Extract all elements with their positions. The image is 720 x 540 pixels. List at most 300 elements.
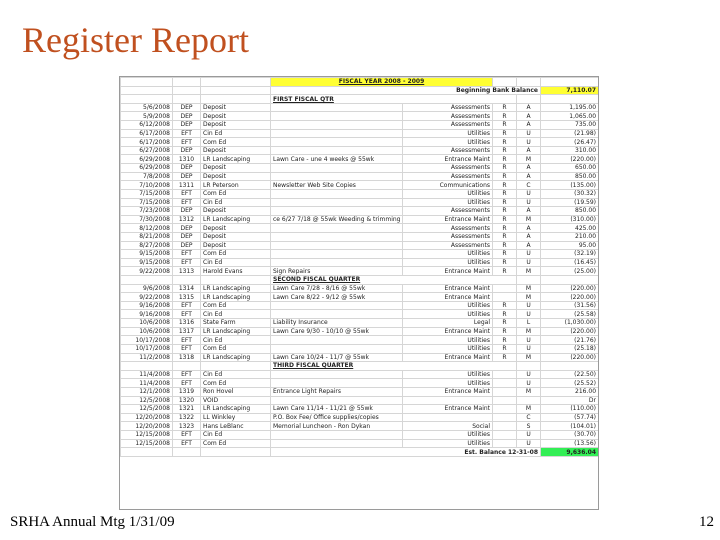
register-row: [121, 103, 599, 112]
register-row: [121, 344, 599, 353]
cell-type: EFT: [173, 258, 201, 267]
register-row: [121, 319, 599, 328]
empty-cell: [517, 95, 541, 104]
cell-cat: Entrance Maint: [403, 267, 493, 276]
cell-cat: Entrance Maint: [403, 327, 493, 336]
cell-cat: Assessments: [403, 121, 493, 130]
cell-payee: LL Winkley: [201, 413, 271, 422]
register-row: [121, 181, 599, 190]
cell-payee: Cin Ed: [201, 370, 271, 379]
cell-r: [493, 405, 517, 414]
cell-code: M: [517, 293, 541, 302]
cell-memo: Lawn Care 10/24 - 11/7 @ 55wk: [271, 353, 403, 362]
cell-payee: Cin Ed: [201, 129, 271, 138]
cell-code: A: [517, 207, 541, 216]
cell-memo: [271, 129, 403, 138]
cell-date: 12/20/2008: [121, 422, 173, 431]
cell-date: 9/6/2008: [121, 284, 173, 293]
cell-payee: Cin Ed: [201, 336, 271, 345]
cell-type: EFT: [173, 439, 201, 448]
cell-date: 9/22/2008: [121, 293, 173, 302]
cell-r: R: [493, 327, 517, 336]
cell-amt: 210.00: [541, 232, 599, 241]
cell-cat: Legal: [403, 319, 493, 328]
cell-cat: Assessments: [403, 146, 493, 155]
cell-amt: (21.76): [541, 336, 599, 345]
cell-payee: Deposit: [201, 112, 271, 121]
cell-memo: [271, 301, 403, 310]
cell-code: U: [517, 310, 541, 319]
register-row: [121, 430, 599, 439]
cell-memo: [271, 258, 403, 267]
cell-memo: [271, 430, 403, 439]
cell-r: R: [493, 241, 517, 250]
cell-type: EFT: [173, 370, 201, 379]
cell-payee: Deposit: [201, 172, 271, 181]
cell-payee: LR Landscaping: [201, 327, 271, 336]
cell-amt: (220.00): [541, 353, 599, 362]
cell-r: R: [493, 181, 517, 190]
register-row: [121, 284, 599, 293]
cell-memo: Lawn Care 7/28 - 8/16 @ 55wk: [271, 284, 403, 293]
cell-code: U: [517, 430, 541, 439]
register-body: [121, 78, 599, 457]
cell-payee: Com Ed: [201, 250, 271, 259]
empty-cell: [121, 448, 173, 457]
register-row: [121, 241, 599, 250]
cell-amt: 850.00: [541, 172, 599, 181]
cell-date: 12/15/2008: [121, 430, 173, 439]
cell-date: 10/17/2008: [121, 344, 173, 353]
ending-balance-value: 9,636.04: [541, 448, 599, 457]
quarter-header-row: [121, 276, 599, 285]
cell-payee: Cin Ed: [201, 310, 271, 319]
cell-memo: [271, 112, 403, 121]
cell-payee: Com Ed: [201, 344, 271, 353]
cell-r: R: [493, 319, 517, 328]
cell-date: 11/2/2008: [121, 353, 173, 362]
cell-memo: Sign Repairs: [271, 267, 403, 276]
cell-r: R: [493, 344, 517, 353]
cell-cat: Utilities: [403, 430, 493, 439]
cell-amt: 310.00: [541, 146, 599, 155]
cell-code: A: [517, 112, 541, 121]
cell-type: DEP: [173, 224, 201, 233]
cell-type: 1315: [173, 293, 201, 302]
cell-r: R: [493, 250, 517, 259]
cell-memo: [271, 164, 403, 173]
cell-payee: Hans LeBlanc: [201, 422, 271, 431]
cell-memo: Memorial Luncheon - Ron Dykan: [271, 422, 403, 431]
cell-type: 1311: [173, 181, 201, 190]
register-row: [121, 379, 599, 388]
cell-payee: Cin Ed: [201, 258, 271, 267]
cell-cat: Assessments: [403, 207, 493, 216]
cell-date: 6/17/2008: [121, 129, 173, 138]
cell-amt: (30.32): [541, 189, 599, 198]
cell-code: [517, 396, 541, 405]
cell-r: [493, 396, 517, 405]
cell-payee: LR Landscaping: [201, 293, 271, 302]
cell-amt: Dr: [541, 396, 599, 405]
register-row: [121, 172, 599, 181]
cell-date: 9/15/2008: [121, 250, 173, 259]
cell-cat: Assessments: [403, 232, 493, 241]
cell-amt: (220.00): [541, 293, 599, 302]
register-row: [121, 155, 599, 164]
cell-cat: Utilities: [403, 439, 493, 448]
cell-memo: [271, 103, 403, 112]
cell-r: [493, 413, 517, 422]
empty-cell: [541, 276, 599, 285]
cell-cat: Utilities: [403, 258, 493, 267]
register-row: [121, 189, 599, 198]
cell-payee: Cin Ed: [201, 430, 271, 439]
cell-payee: Deposit: [201, 146, 271, 155]
cell-memo: Lawn Care - une 4 weeks @ 55wk: [271, 155, 403, 164]
cell-r: [493, 370, 517, 379]
cell-cat: Assessments: [403, 164, 493, 173]
cell-cat: Assessments: [403, 241, 493, 250]
cell-type: DEP: [173, 112, 201, 121]
cell-type: 1322: [173, 413, 201, 422]
cell-date: 12/5/2008: [121, 405, 173, 414]
cell-memo: [271, 172, 403, 181]
cell-date: 8/27/2008: [121, 241, 173, 250]
empty-cell: [517, 276, 541, 285]
cell-amt: (57.74): [541, 413, 599, 422]
cell-cat: Assessments: [403, 103, 493, 112]
cell-date: 7/15/2008: [121, 189, 173, 198]
empty-cell: [201, 78, 271, 87]
cell-r: R: [493, 146, 517, 155]
cell-type: EFT: [173, 344, 201, 353]
cell-date: 12/5/2008: [121, 396, 173, 405]
cell-date: 12/1/2008: [121, 387, 173, 396]
cell-cat: Utilities: [403, 379, 493, 388]
fiscal-year-row: [121, 78, 599, 87]
cell-code: U: [517, 439, 541, 448]
quarter-title: FIRST FISCAL QTR: [271, 95, 517, 104]
cell-memo: [271, 250, 403, 259]
cell-memo: Lawn Care 8/22 - 9/12 @ 55wk: [271, 293, 403, 302]
cell-code: U: [517, 379, 541, 388]
cell-memo: ce 6/27 7/18 @ 55wk Weeding & trimming: [271, 215, 403, 224]
cell-cat: Utilities: [403, 310, 493, 319]
cell-code: U: [517, 258, 541, 267]
register-row: [121, 336, 599, 345]
cell-type: EFT: [173, 198, 201, 207]
cell-date: 11/4/2008: [121, 379, 173, 388]
cell-amt: (31.56): [541, 301, 599, 310]
register-row: [121, 138, 599, 147]
cell-memo: Lawn Care 9/30 - 10/10 @ 55wk: [271, 327, 403, 336]
cell-r: R: [493, 198, 517, 207]
register-table: [120, 77, 599, 457]
cell-date: 9/16/2008: [121, 301, 173, 310]
cell-payee: Deposit: [201, 164, 271, 173]
cell-date: 7/8/2008: [121, 172, 173, 181]
empty-cell: [541, 95, 599, 104]
cell-date: 8/12/2008: [121, 224, 173, 233]
cell-type: EFT: [173, 310, 201, 319]
cell-code: A: [517, 224, 541, 233]
register-row: [121, 112, 599, 121]
cell-type: 1316: [173, 319, 201, 328]
register-row: [121, 310, 599, 319]
cell-cat: Assessments: [403, 172, 493, 181]
cell-memo: [271, 344, 403, 353]
cell-payee: Cin Ed: [201, 198, 271, 207]
cell-amt: (220.00): [541, 284, 599, 293]
cell-amt: 1,065.00: [541, 112, 599, 121]
cell-cat: Social: [403, 422, 493, 431]
register-row: [121, 121, 599, 130]
fiscal-year-label: FISCAL YEAR 2008 - 2009: [271, 78, 493, 87]
empty-cell: [121, 362, 173, 371]
cell-r: [493, 439, 517, 448]
cell-code: M: [517, 405, 541, 414]
cell-type: EFT: [173, 250, 201, 259]
cell-r: R: [493, 164, 517, 173]
empty-cell: [201, 448, 271, 457]
register-row: [121, 198, 599, 207]
cell-cat: Assessments: [403, 224, 493, 233]
cell-date: 5/6/2008: [121, 103, 173, 112]
cell-payee: LR Landscaping: [201, 405, 271, 414]
cell-type: 1319: [173, 387, 201, 396]
cell-amt: (32.19): [541, 250, 599, 259]
cell-amt: 95.00: [541, 241, 599, 250]
register-row: [121, 129, 599, 138]
cell-code: M: [517, 215, 541, 224]
cell-cat: Entrance Maint: [403, 284, 493, 293]
cell-r: [493, 293, 517, 302]
cell-cat: [403, 413, 493, 422]
cell-r: R: [493, 138, 517, 147]
cell-amt: (25.18): [541, 344, 599, 353]
register-row: [121, 293, 599, 302]
cell-type: 1320: [173, 396, 201, 405]
cell-memo: [271, 224, 403, 233]
ending-balance-row: [121, 448, 599, 457]
cell-memo: [271, 379, 403, 388]
cell-type: DEP: [173, 207, 201, 216]
cell-payee: Deposit: [201, 103, 271, 112]
cell-date: 6/29/2008: [121, 155, 173, 164]
footer-left: SRHA Annual Mtg 1/31/09: [10, 514, 175, 530]
cell-code: U: [517, 129, 541, 138]
cell-type: DEP: [173, 164, 201, 173]
cell-memo: Liability Insurance: [271, 319, 403, 328]
cell-memo: [271, 396, 403, 405]
cell-code: U: [517, 189, 541, 198]
cell-r: [493, 422, 517, 431]
register-row: [121, 422, 599, 431]
cell-cat: Entrance Maint: [403, 293, 493, 302]
beginning-balance-label: Beginning Bank Balance: [271, 86, 541, 95]
cell-code: A: [517, 164, 541, 173]
page-number: 12: [699, 514, 714, 530]
cell-payee: LR Peterson: [201, 181, 271, 190]
cell-code: U: [517, 370, 541, 379]
cell-r: R: [493, 155, 517, 164]
register-row: [121, 267, 599, 276]
cell-date: 8/21/2008: [121, 232, 173, 241]
cell-code: A: [517, 232, 541, 241]
cell-memo: [271, 310, 403, 319]
cell-code: S: [517, 422, 541, 431]
register-row: [121, 405, 599, 414]
cell-payee: LR Landscaping: [201, 353, 271, 362]
cell-code: M: [517, 155, 541, 164]
cell-memo: [271, 336, 403, 345]
cell-payee: Com Ed: [201, 379, 271, 388]
cell-r: [493, 284, 517, 293]
register-row: [121, 413, 599, 422]
cell-r: R: [493, 215, 517, 224]
register-row: [121, 387, 599, 396]
cell-cat: [403, 396, 493, 405]
cell-r: R: [493, 224, 517, 233]
empty-cell: [121, 78, 173, 87]
cell-r: R: [493, 129, 517, 138]
empty-cell: [541, 78, 599, 87]
cell-memo: [271, 198, 403, 207]
cell-date: 12/20/2008: [121, 413, 173, 422]
cell-cat: Entrance Maint: [403, 387, 493, 396]
cell-code: U: [517, 336, 541, 345]
cell-amt: 1,195.00: [541, 103, 599, 112]
cell-cat: Utilities: [403, 189, 493, 198]
cell-amt: (22.50): [541, 370, 599, 379]
cell-memo: Newsletter Web Site Copies: [271, 181, 403, 190]
cell-code: U: [517, 301, 541, 310]
cell-r: [493, 379, 517, 388]
cell-cat: Utilities: [403, 129, 493, 138]
empty-cell: [201, 362, 271, 371]
cell-amt: (13.56): [541, 439, 599, 448]
empty-cell: [517, 362, 541, 371]
cell-code: M: [517, 267, 541, 276]
cell-amt: (310.00): [541, 215, 599, 224]
cell-type: 1323: [173, 422, 201, 431]
cell-code: U: [517, 250, 541, 259]
cell-amt: (1,030.00): [541, 319, 599, 328]
cell-memo: Lawn Care 11/14 - 11/21 @ 55wk: [271, 405, 403, 414]
quarter-header-row: [121, 362, 599, 371]
cell-cat: Entrance Maint: [403, 215, 493, 224]
cell-code: C: [517, 413, 541, 422]
cell-date: 6/29/2008: [121, 164, 173, 173]
cell-date: 6/12/2008: [121, 121, 173, 130]
cell-memo: Entrance Light Repairs: [271, 387, 403, 396]
cell-cat: Utilities: [403, 250, 493, 259]
empty-cell: [201, 276, 271, 285]
cell-code: M: [517, 387, 541, 396]
register-row: [121, 207, 599, 216]
quarter-header-row: [121, 95, 599, 104]
cell-payee: Com Ed: [201, 138, 271, 147]
empty-cell: [541, 362, 599, 371]
cell-type: DEP: [173, 232, 201, 241]
cell-payee: VOID: [201, 396, 271, 405]
cell-cat: Utilities: [403, 344, 493, 353]
empty-cell: [493, 78, 517, 87]
empty-cell: [201, 86, 271, 95]
empty-cell: [121, 95, 173, 104]
register-row: [121, 250, 599, 259]
cell-r: R: [493, 172, 517, 181]
slide-title: Register Report: [22, 20, 249, 60]
cell-payee: Com Ed: [201, 439, 271, 448]
beginning-balance-row: [121, 86, 599, 95]
cell-cat: Utilities: [403, 301, 493, 310]
cell-memo: [271, 241, 403, 250]
cell-date: 10/6/2008: [121, 327, 173, 336]
quarter-title: THIRD FISCAL QUARTER: [271, 362, 517, 371]
cell-type: DEP: [173, 172, 201, 181]
cell-type: 1314: [173, 284, 201, 293]
cell-cat: Utilities: [403, 198, 493, 207]
cell-code: U: [517, 138, 541, 147]
cell-payee: Deposit: [201, 207, 271, 216]
cell-date: 5/9/2008: [121, 112, 173, 121]
cell-r: R: [493, 103, 517, 112]
cell-payee: LR Landscaping: [201, 155, 271, 164]
cell-amt: (25.00): [541, 267, 599, 276]
cell-type: DEP: [173, 103, 201, 112]
register-row: [121, 327, 599, 336]
quarter-title: SECOND FISCAL QUARTER: [271, 276, 517, 285]
cell-memo: [271, 232, 403, 241]
cell-amt: 425.00: [541, 224, 599, 233]
cell-r: R: [493, 112, 517, 121]
cell-r: [493, 387, 517, 396]
register-row: [121, 224, 599, 233]
cell-cat: Utilities: [403, 336, 493, 345]
cell-r: R: [493, 310, 517, 319]
empty-cell: [173, 276, 201, 285]
empty-cell: [173, 448, 201, 457]
cell-date: 9/22/2008: [121, 267, 173, 276]
cell-type: EFT: [173, 138, 201, 147]
register-row: [121, 232, 599, 241]
register-row: [121, 146, 599, 155]
cell-date: 10/17/2008: [121, 336, 173, 345]
cell-memo: P.O. Box Fee/ Office supplies/copies: [271, 413, 403, 422]
cell-cat: Utilities: [403, 138, 493, 147]
cell-date: 7/10/2008: [121, 181, 173, 190]
cell-type: 1317: [173, 327, 201, 336]
cell-type: EFT: [173, 379, 201, 388]
cell-payee: Deposit: [201, 232, 271, 241]
cell-r: R: [493, 353, 517, 362]
cell-cat: Communications: [403, 181, 493, 190]
register-row: [121, 215, 599, 224]
cell-amt: 650.00: [541, 164, 599, 173]
cell-cat: Assessments: [403, 112, 493, 121]
cell-payee: Deposit: [201, 224, 271, 233]
cell-code: A: [517, 241, 541, 250]
cell-type: DEP: [173, 146, 201, 155]
cell-type: EFT: [173, 189, 201, 198]
cell-amt: (25.58): [541, 310, 599, 319]
cell-payee: LR Landscaping: [201, 215, 271, 224]
empty-cell: [121, 86, 173, 95]
register-row: [121, 258, 599, 267]
cell-code: U: [517, 198, 541, 207]
